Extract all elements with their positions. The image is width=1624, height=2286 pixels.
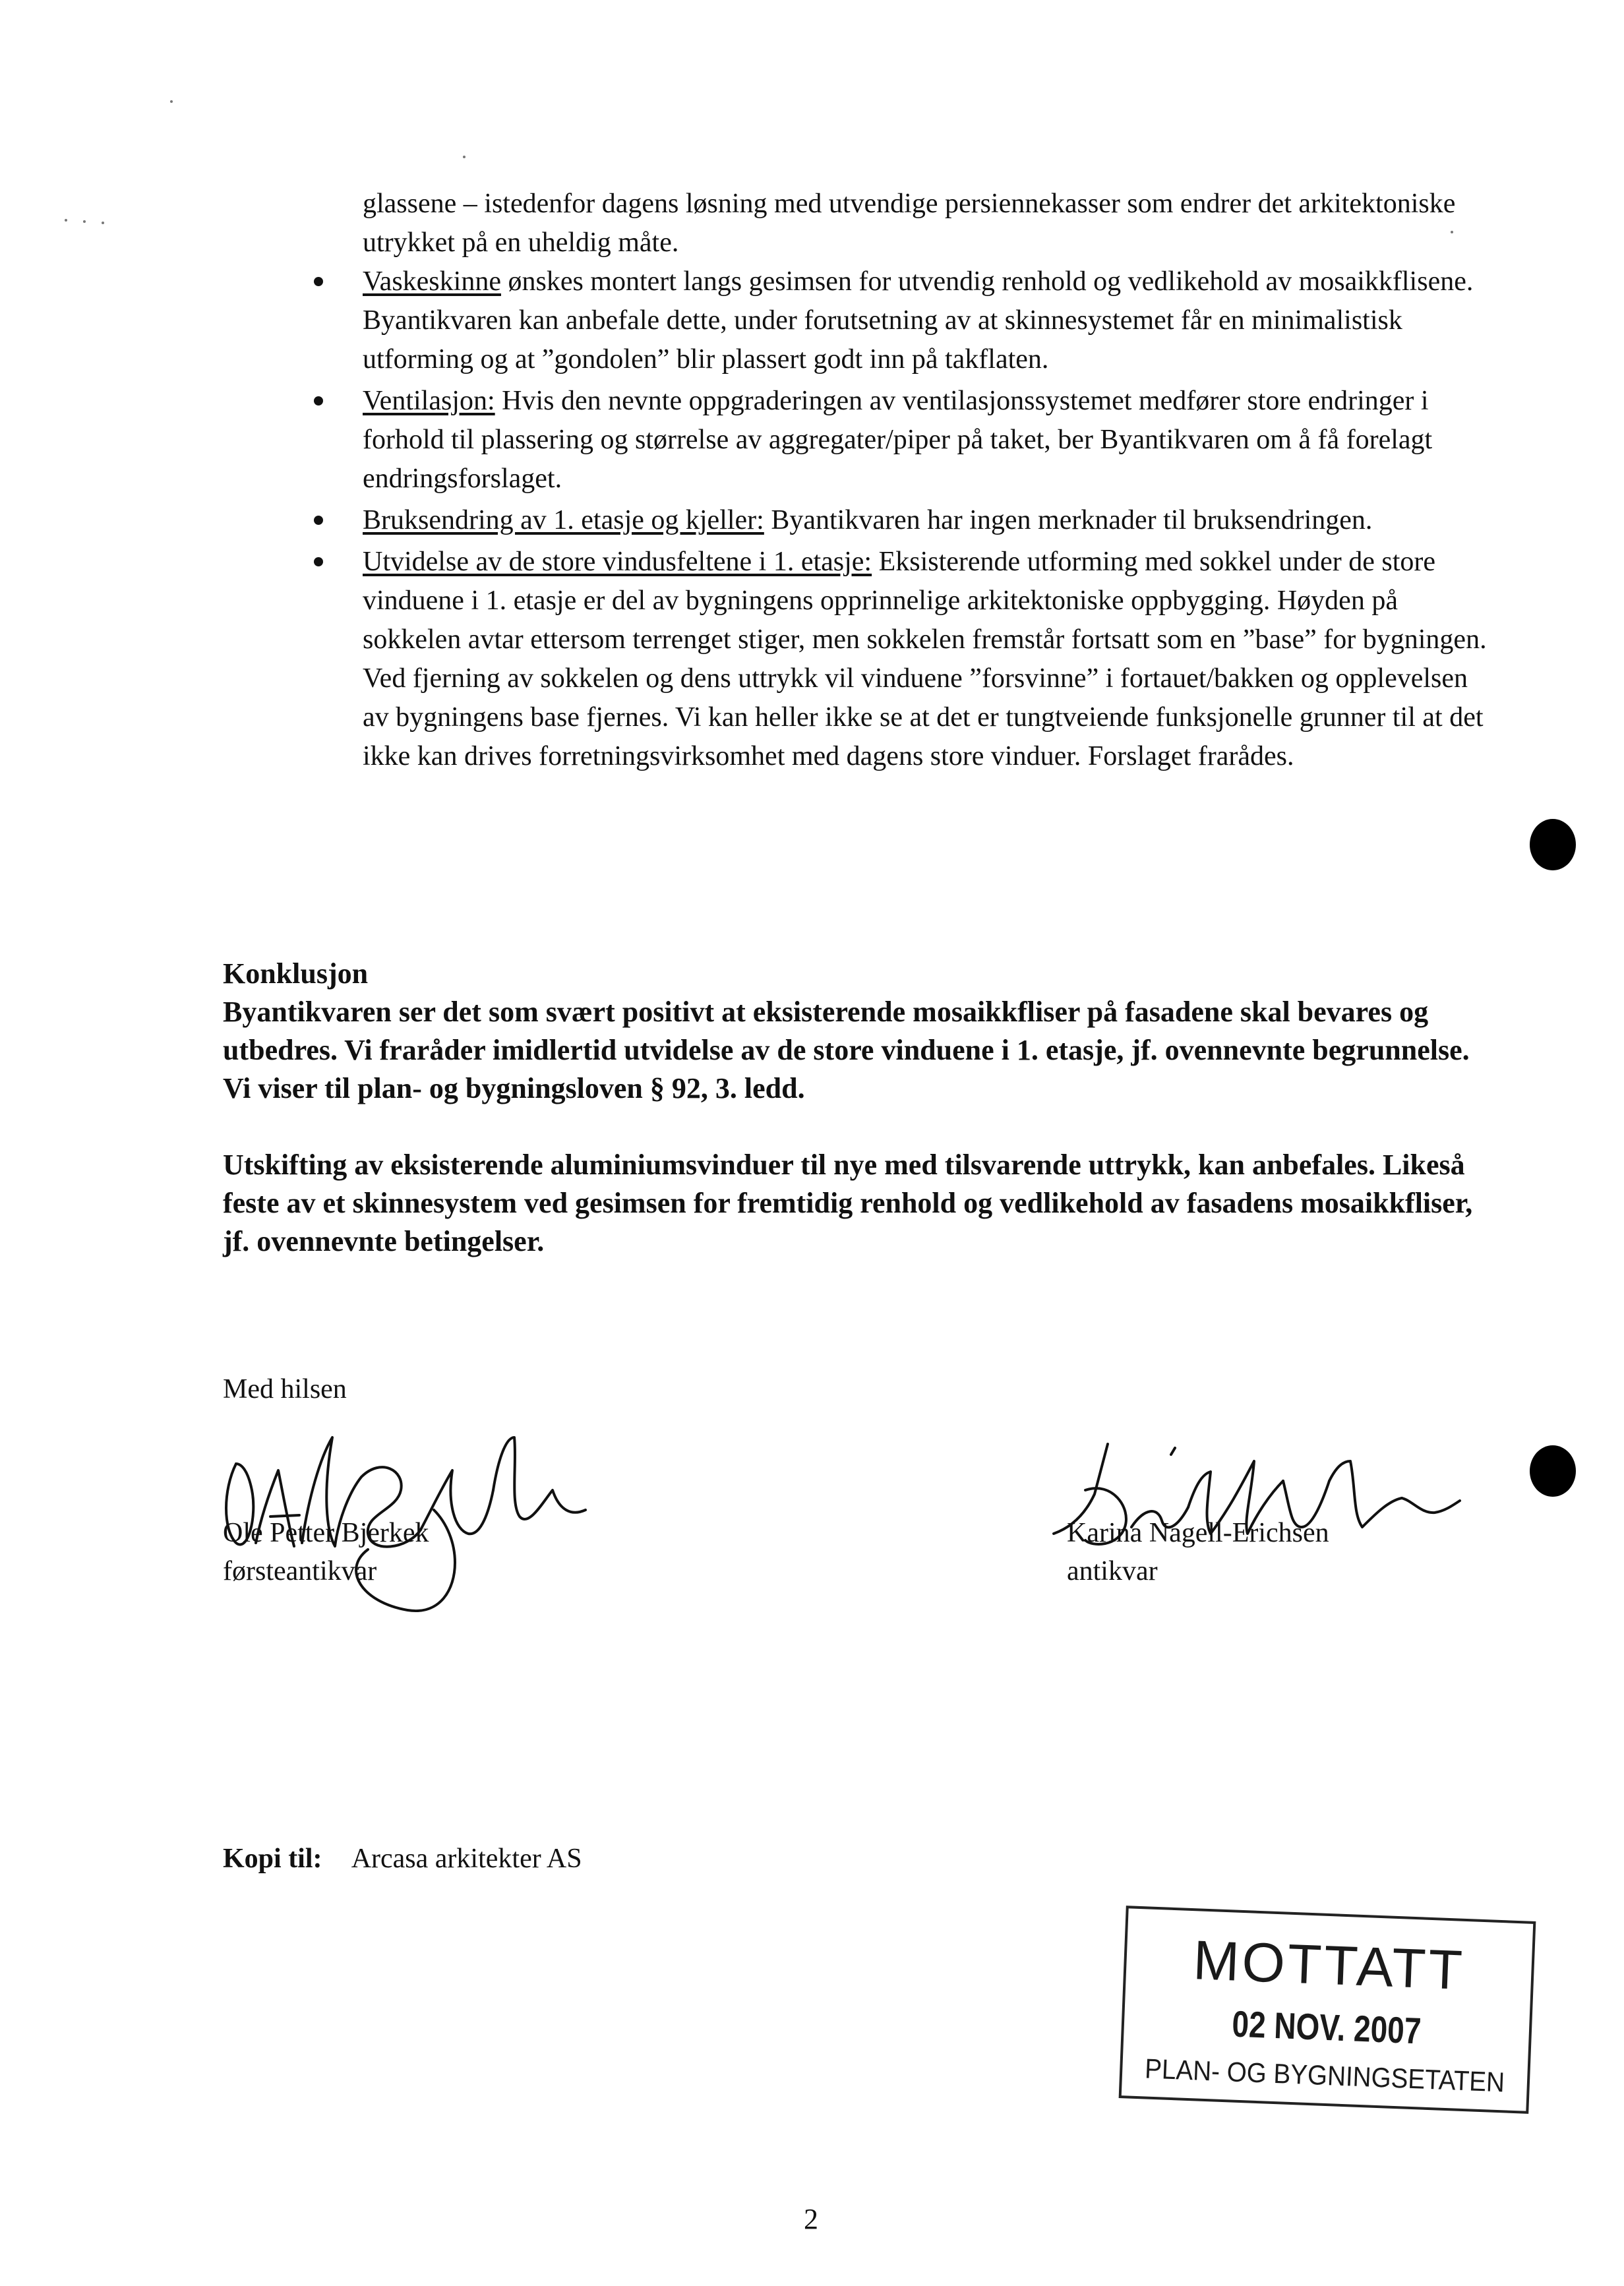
bullet-icon <box>314 396 323 406</box>
copy-recipient: Arcasa arkitekter AS <box>351 1844 582 1874</box>
item-text: Byantikvaren har ingen merknader til bruksendringen. <box>764 505 1373 535</box>
scan-speck <box>463 156 466 158</box>
list-item <box>314 262 1488 379</box>
item-text: ønskes montert langs gesimsen for utvendig renhold og vedlikehold av mosaikkflisene. Byantikvaren kan anbefale dette, under forutsetning av at skinnesystemet får en minimalistisk utforming og at ”gondolen” blir plassert godt inn på takflaten. <box>363 266 1474 375</box>
item-heading: Vaskeskinne <box>363 266 501 297</box>
comment-list <box>314 262 1488 779</box>
signer-left <box>223 1514 429 1590</box>
item-text: Eksisterende utforming med sokkel under de store vinduene i 1. etasje er del av bygningens opprinnelige arkitektoniske oppbygging. Høyden på sokkelen avtar ettersom terrenget stiger, men sokkelen fremstår fortsatt som en ”base” for bygningen. Ved fjerning av sokkelen og dens uttrykk vil vinduene ”forsvinne” i fortauet/bakken og opplevelsen av bygningens base fjernes. Vi kan heller ikke se at det er tungtveiende funksjonelle grunner til at det ikke kan drives forretningsvirksomhet med dagens store vinduer. Forslaget frarådes. <box>363 547 1487 771</box>
item-heading: Ventilasjon: <box>363 386 495 416</box>
conclusion-paragraph: Byantikvaren ser det som svært positivt at eksisterende mosaikkfliser på fasadene skal bevares og utbedres. Vi fraråder imidlertid utvidelse av de store vinduene i 1. etasje, jf. ovennevnte begrunnelse. Vi viser til plan- og bygningsloven § 92, 3. ledd. <box>223 996 1470 1104</box>
copy-label: Kopi til: <box>223 1844 322 1874</box>
item-text: Hvis den nevnte oppgraderingen av ventilasjonssystemet medfører store endringer i forhold til plassering og størrelse av aggregater/piper på taket, ber Byantikvaren om å få forelagt endringsforslaget. <box>363 386 1433 494</box>
signer-name: Karina Nagell-Erichsen <box>1067 1518 1329 1548</box>
signer-name: Ole Petter Bjerkek <box>223 1518 429 1548</box>
stamp-title: MOTTATT <box>1191 1929 1466 2001</box>
scan-speck <box>65 219 67 222</box>
stamp-date: 02 NOV. 2007 <box>1231 2002 1422 2052</box>
scan-speck <box>102 222 104 224</box>
conclusion-paragraph: Utskifting av eksisterende aluminiumsvinduer til nye med tilsvarende uttrykk, kan anbefales. Likeså feste av et skinnesystem ved gesimsen for fremtidig renhold og vedlikehold av fasadens mosaikkfliser, jf. ovennevnte betingelser. <box>223 1149 1473 1257</box>
copy-line <box>223 1840 582 1879</box>
bullet-icon <box>314 516 323 525</box>
list-item <box>314 501 1488 540</box>
signer-right <box>1067 1514 1329 1590</box>
item-heading: Bruksendring av 1. etasje og kjeller: <box>363 505 764 535</box>
bullet-icon <box>314 277 323 286</box>
intro-paragraph: glassene – istedenfor dagens løsning med utvendige persiennekasser som endrer det arkitektoniske utrykket på en uheldig måte. <box>363 189 1456 258</box>
punch-hole <box>1530 819 1576 870</box>
signer-title: antikvar <box>1067 1556 1158 1586</box>
stamp-department: PLAN- OG BYGNINGSETATEN <box>1144 2053 1505 2098</box>
conclusion-heading: Konklusjon <box>223 957 369 990</box>
scan-speck <box>83 220 86 223</box>
page-number: 2 <box>804 2203 818 2235</box>
scan-speck <box>170 100 173 103</box>
conclusion-section <box>223 955 1476 1299</box>
list-item <box>314 382 1488 498</box>
list-item <box>314 543 1488 776</box>
bullet-icon <box>314 557 323 566</box>
item-heading: Utvidelse av de store vindusfeltene i 1. etasje: <box>363 547 872 577</box>
punch-hole <box>1530 1445 1576 1497</box>
received-stamp <box>1119 1906 1536 2114</box>
signer-title: førsteantikvar <box>223 1556 377 1586</box>
closing-greeting: Med hilsen <box>223 1374 347 1404</box>
